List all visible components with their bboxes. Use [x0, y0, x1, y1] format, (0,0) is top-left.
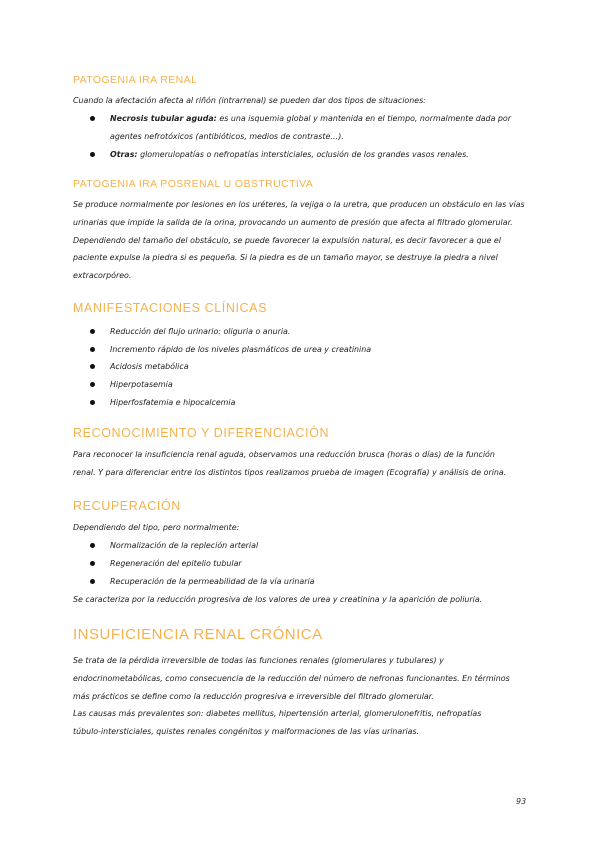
manif-bullet [90, 323, 520, 341]
section-title-recuperacion: RECUPERACIÓN [73, 499, 181, 513]
irc-line: Se trata de la pérdida irreversible de todas las funciones renales (glomerulares y tubulares) y [73, 656, 444, 665]
manif-bullet-text: Acidosis metabólica [110, 362, 189, 371]
recup-intro [73, 519, 525, 537]
renal-bullet-1-bold: Necrosis tubular aguda: [110, 114, 217, 123]
manif-bullet [90, 341, 520, 359]
renal-bullet-2-line1: glomerulopatías o nefropatías intersticiales, oclusión de los grandes vasos renales. [137, 150, 469, 159]
bullet-icon [90, 382, 95, 387]
section-title-postrenal: PATOGENIA IRA POSRENAL U OBSTRUCTIVA [73, 178, 314, 190]
bullet-icon [90, 329, 95, 334]
postrenal-line: paciente expulse la piedra si es pequeña. Si la piedra es de un tamaño mayor, se destruye la piedra a nivel [73, 253, 498, 263]
section-title-manifestaciones: MANIFESTACIONES CLÍNICAS [73, 301, 268, 315]
irc-line: más prácticos se define como la reducción progresiva e irreversible del filtrado glomerular. [73, 691, 434, 701]
bullet-icon [90, 579, 95, 584]
manif-bullet-text: Hiperfosfatemia e hipocalcemia [110, 398, 236, 407]
postrenal-line: urinarias que impide la salida de la orina, provocando un aumento de presión que afecta al filtrado glomerular. [73, 217, 513, 227]
chapter-title-irc: INSUFICIENCIA RENAL CRÓNICA [73, 626, 323, 643]
recup-bullet-text: Normalización de la repleción arterial [110, 541, 259, 550]
postrenal-line: extracorpóreo. [73, 271, 132, 281]
recup-intro-line: Dependiendo del tipo, pero normalmente: [73, 523, 240, 532]
renal-bullet-1-line1: es una isquemia global y mantenida en el tiempo, normalmente dada por [216, 114, 511, 123]
irc-line: endocrinometabólicas, como consecuencia de la reducción del número de nefronas funcionantes. En términos [73, 673, 510, 683]
postrenal-line: Se produce normalmente por lesiones en los uréteres, la vejiga o la uretra, que producen un obstáculo en las vías [73, 200, 525, 209]
renal-bullet-2 [90, 146, 520, 164]
section-title-reconocimiento: RECONOCIMIENTO Y DIFERENCIACIÓN [73, 426, 330, 440]
bullet-icon [90, 152, 95, 157]
irc-line: Las causas más prevalentes son: diabetes mellitus, hipertensión arterial, glomerulonefritis, nefropatías [73, 709, 482, 719]
recup-bullet [90, 573, 520, 591]
renal-bullet-2-bold: Otras: [110, 150, 138, 159]
recup-outro [73, 591, 525, 609]
renal-bullet-1 [90, 110, 520, 146]
irc-paragraph [73, 652, 525, 741]
manif-bullet-text: Reducción del flujo urinario: oliguria o anuria. [110, 327, 291, 336]
manif-bullet [90, 358, 520, 376]
manif-bullet [90, 394, 520, 412]
renal-intro-line: Cuando la afectación afecta al riñón (intrarrenal) se pueden dar dos tipos de situaciones: [73, 96, 426, 105]
bullet-icon [90, 364, 95, 369]
manif-bullet-text: Hiperpotasemia [110, 380, 173, 389]
renal-bullet-1-line2: agentes nefrotóxicos (antibióticos, medios de contraste…). [110, 131, 344, 141]
irc-line: túbulo-intersticiales, quistes renales congénitos y malformaciones de las vías urinarias. [73, 727, 420, 737]
bullet-icon [90, 543, 95, 548]
recon-paragraph [73, 446, 525, 482]
page-number: 93 [516, 797, 527, 806]
bullet-icon [90, 116, 95, 121]
bullet-icon [90, 561, 95, 566]
recon-line: Para reconocer la insuficiencia renal aguda, observamos una reducción brusca (horas o días) de la función [73, 450, 495, 459]
recup-bullet-text: Regeneración del epitelio tubular [110, 559, 242, 568]
renal-intro [73, 92, 525, 110]
postrenal-paragraph [73, 196, 525, 285]
recon-line: renal. Y para diferenciar entre los distintos tipos realizamos prueba de imagen (Ecografía) y análisis de orina. [73, 467, 507, 477]
section-title-renal: PATOGENIA IRA RENAL [73, 74, 198, 86]
recup-bullet [90, 555, 520, 573]
recup-bullet [90, 537, 520, 555]
bullet-icon [90, 400, 95, 405]
postrenal-line: Dependiendo del tamaño del obstáculo, se puede favorecer la expulsión natural, es decir favorecer a que el [73, 235, 501, 245]
recup-outro-line: Se caracteriza por la reducción progresiva de los valores de urea y creatinina y la aparición de poliuria. [73, 595, 483, 604]
bullet-icon [90, 347, 95, 352]
manif-bullet [90, 376, 520, 394]
manif-bullet-text: Incremento rápido de los niveles plasmáticos de urea y creatinina [110, 345, 372, 354]
recup-bullet-text: Recuperación de la permeabilidad de la vía urinaria [110, 577, 315, 586]
